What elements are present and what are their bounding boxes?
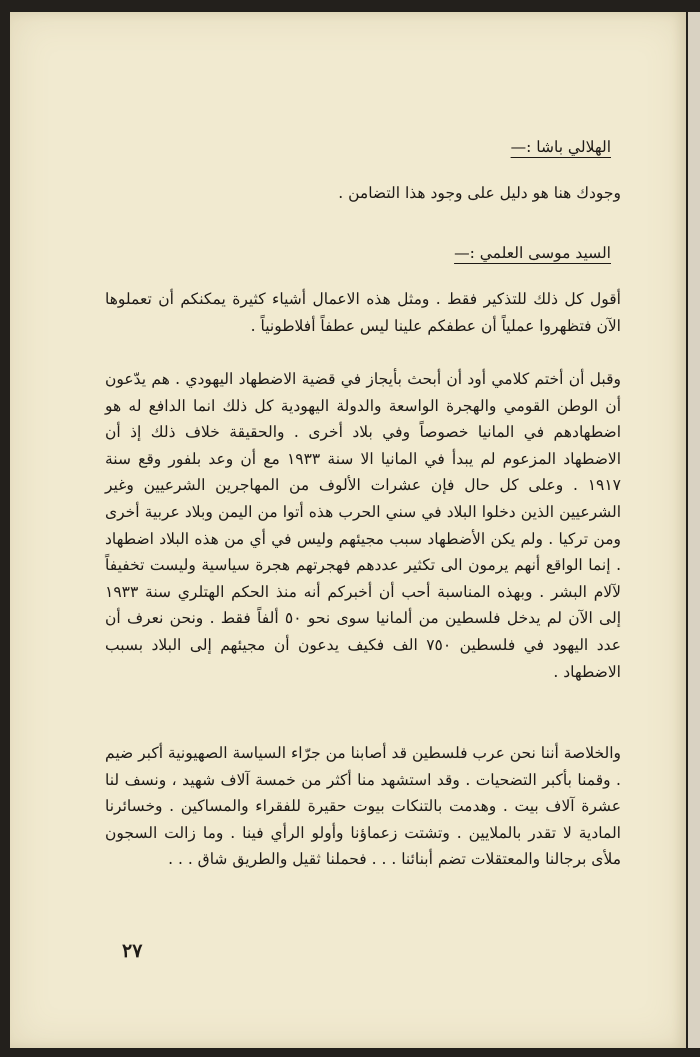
page-edge-strip	[688, 12, 700, 1048]
speaker-hilali-name: الهلالي باشا :—	[510, 138, 611, 156]
hilali-statement: وجودك هنا هو دليل على وجود هذا التضامن .	[338, 184, 621, 202]
speaker-alami	[454, 244, 611, 262]
paragraph-persecution: وقبل أن أختم كلامي أود أن أبحث بأيجاز في قضية الاضطهاد اليهودي . هم يدّعون أن الوطن القومي والهجرة الواسعة والدولة اليهودية كل ذلك انما الدافع له هو اضطهادهم في المانيا خصوصاً وفي بلاد أخرى . والحقيقة خلاف ذلك إذ أن الاضطهاد المزعوم لم يبدأ في المانيا الا سنة ١٩٣٣ مع أن وعد بلفور وقع سنة ١٩١٧ . وعلى كل حال فإن عشرات الألوف من المهاجرين الشرعيين وغير الشرعيين الذين دخلوا البلاد في سني الحرب هذه أتوا من اليمن وبلاد عربية أخرى ومن تركيا . ولم يكن الأضطهاد سبب مجيئهم وليس في أي من هذه البلاد اضطهاد . إنما الواقع أنهم يرمون الى تكثير عددهم فهجرتهم هجرة سياسية وليست تخفيفاً لآلام البشر . وبهذه المناسبة أحب أن أخبركم أنه منذ الحكم الهتلري سنة ١٩٣٣ إلى الآن لم يدخل فلسطين من ألمانيا سوى نحو ٥٠ ألفاً فقط . ونحن نعرف أن عدد اليهود في فلسطين ٧٥٠ الف فكيف يدعون أن مجيئهم إلى البلاد بسبب الاضطهاد .	[105, 370, 622, 681]
speaker-hilali	[511, 138, 611, 156]
paragraph-conclusion: والخلاصة أننا نحن عرب فلسطين قد أصابنا من جرّاء السياسة الصهيونية أكبر ضيم . وقمنا بأكبر التضحيات . وقد استشهد منا أكثر من خمسة آلاف شهيد ، ونسف لنا عشرة آلاف بيت . وهدمت بالتنكات بيوت حقيرة للفقراء والمساكين . وخسائرنا المادية لا تقدر بالملايين . وتشتت زعماؤنا وأولو الرأي فينا . وما زالت السجون ملأى برجالنا والمعتقلات تضم أبنائنا . . . فحملنا ثقيل والطريق شاق . . .	[105, 744, 621, 869]
page-number: ٢٧	[122, 940, 143, 962]
speaker-alami-name: السيد موسى العلمي :—	[454, 244, 611, 262]
paragraph-reminder: أقول كل ذلك للتذكير فقط . ومثل هذه الاعمال أشياء كثيرة يمكنكم أن تعملوها الآن فتظهروا عملياً أن عطفكم علينا ليس عطفاً أفلاطونياً .	[105, 290, 621, 335]
document-page	[10, 12, 686, 1048]
